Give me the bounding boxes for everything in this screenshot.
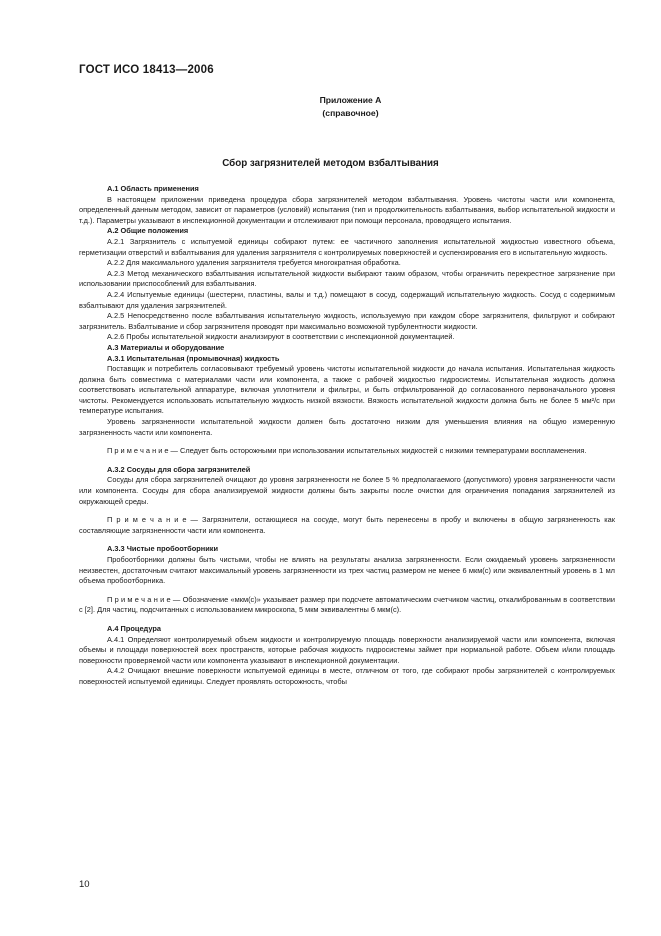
body-paragraph: А.2.3 Метод механического взбалтывания испытательной жидкости выбирают таким образом, чтобы ограничить перекрестное загрязнение при использовании приспособлений для взбалтывания. bbox=[79, 268, 615, 289]
paragraph-heading: А.3.3 Чистые пробоотборники bbox=[107, 544, 219, 554]
appendix-type: (справочное) bbox=[322, 108, 379, 118]
standard-header: ГОСТ ИСО 18413—2006 bbox=[79, 64, 214, 76]
body-paragraph: В настоящем приложении приведена процедура сбора загрязнителей методом взбалтывания. Уровень чистоты части или компонента, определенный данным методом, зависит от параметров (условий) испытания (тип и продолжительность взбалтывания, выбор испытательной жидкости и т.д.). Параметры указывают в инспекционной документации и отслеживают при помощи персонала, проводящего испытания. bbox=[79, 194, 615, 225]
paragraph-heading: А.2 Общие положения bbox=[107, 226, 189, 236]
body-paragraph: Поставщик и потребитель согласовывают требуемый уровень чистоты испытательной жидкости до начала испытания. Испытательная жидкость должна быть совместима с материалами части или компонента, а также с рабочей жидкостью гидросистемы. Испытательная жидкость должна соответствовать испытательной аппаратуре, включая уплотнители и фильтры, и быть отфильтрованной до согласованного первоначального уровня чистоты. Рекомендуется использовать испытательную жидкость низкой вязкости. Вязкость испытательной жидкости должна быть не более 5 мм²/с при температуре испытания. bbox=[79, 364, 615, 416]
body-paragraph: Сосуды для сбора загрязнителей очищают до уровня загрязненности не более 5 % предполагаемого (допустимого) уровня загрязненности части или компонента. Сосуды для сбора анализируемой жидкости должны быть закрыты после очистки для ограничения попадания загрязнителей из окружающей среды. bbox=[79, 475, 615, 506]
body-paragraph: А.4.2 Очищают внешние поверхности испытуемой единицы в месте, отличном от того, где собирают пробы загрязнителей с контролируемых поверхностей испытуемой единицы. Следует проявлять осторожность, чтобы bbox=[79, 666, 615, 686]
note-paragraph: П р и м е ч а н и е — Загрязнители, остающиеся на сосуде, могут быть перенесены в пробу и включены в общую загрязненность как составляющие загрязненности части или компонента. bbox=[79, 515, 615, 535]
paragraph-heading: А.1 Область применения bbox=[107, 184, 199, 193]
paragraph-heading: А.3.1 Испытательная (промывочная) жидкость bbox=[107, 353, 280, 363]
section-title: Сбор загрязнителей методом взбалтывания bbox=[222, 158, 439, 169]
paragraph-heading: А.3 Материалы и оборудование bbox=[107, 342, 225, 352]
body-paragraph: Уровень загрязненности испытательной жидкости должен быть достаточно низким для уменьшения влияния на общую измеренную загрязненность части или компонента. bbox=[79, 417, 615, 437]
body-paragraph: А.2.6 Пробы испытательной жидкости анализируют в соответствии с инспекционной документацией. bbox=[107, 332, 455, 342]
body-paragraph: А.2.4 Испытуемые единицы (шестерни, пластины, валы и т.д.) помещают в сосуд, содержащий испытательную жидкость. Сосуд с содержимым взбалтывают для удаления загрязнителей. bbox=[79, 289, 615, 310]
body-paragraph: А.4.1 Определяют контролируемый объем жидкости и контролируемую площадь поверхности анализируемой части или компонента, включая объемы и площади поверхностей всех пространств, которые рабочая жидкость гидросистемы займет при нормальной работе. Объем и/или площадь поверхности проверяемой части или компонента указывают в инспекционной документации. bbox=[79, 634, 615, 665]
appendix-heading bbox=[0, 94, 661, 120]
body-paragraph: А.2.5 Непосредственно после взбалтывания испытательную жидкость, используемую при каждом сборе загрязнителя, фильтруют и собирают загрязнитель. Взбалтывание и сбор загрязнителя проводят при максимально возможной турбулентности жидкости. bbox=[79, 311, 615, 331]
body-paragraph: А.2.1 Загрязнитель с испытуемой единицы собирают путем: ее частичного заполнения испытательной жидкостью известного объема, герметизации отверстий и взбалтывания для удаления загрязнителя с контролируемых поверхностей и суспензирования его в испытательную жидкость. bbox=[79, 236, 615, 257]
paragraph-heading: А.3.2 Сосуды для сбора загрязнителей bbox=[107, 464, 251, 474]
paragraph-heading: А.4 Процедура bbox=[107, 623, 161, 633]
page-number: 10 bbox=[79, 879, 90, 890]
body-paragraph: Пробоотборники должны быть чистыми, чтобы не влиять на результаты анализа загрязненности. Если ожидаемый уровень загрязненности неизвестен, достаточным считают максимальный уровень загрязненности из трех частиц размером не менее 6 мкм(с) или эквивалентный уровень в 1 мл объема пробоотборника. bbox=[79, 555, 615, 586]
note-paragraph: П р и м е ч а н и е — Следует быть осторожными при использовании испытательных жидкостей с низкими температурами воспламенения. bbox=[107, 446, 587, 456]
body-text bbox=[79, 184, 615, 688]
appendix-label: Приложение А bbox=[319, 95, 382, 105]
note-paragraph: П р и м е ч а н и е — Обозначение «мкм(с)» указывает размер при подсчете автоматическим счетчиком частиц, откалиброванным в соответствии с [2]. Для частиц, подсчитанных с использованием микроскопа, 5 мкм эквивалентны 6 мкм(с). bbox=[79, 594, 615, 615]
body-paragraph: А.2.2 Для максимального удаления загрязнителя требуется многократная обработка. bbox=[107, 258, 401, 268]
